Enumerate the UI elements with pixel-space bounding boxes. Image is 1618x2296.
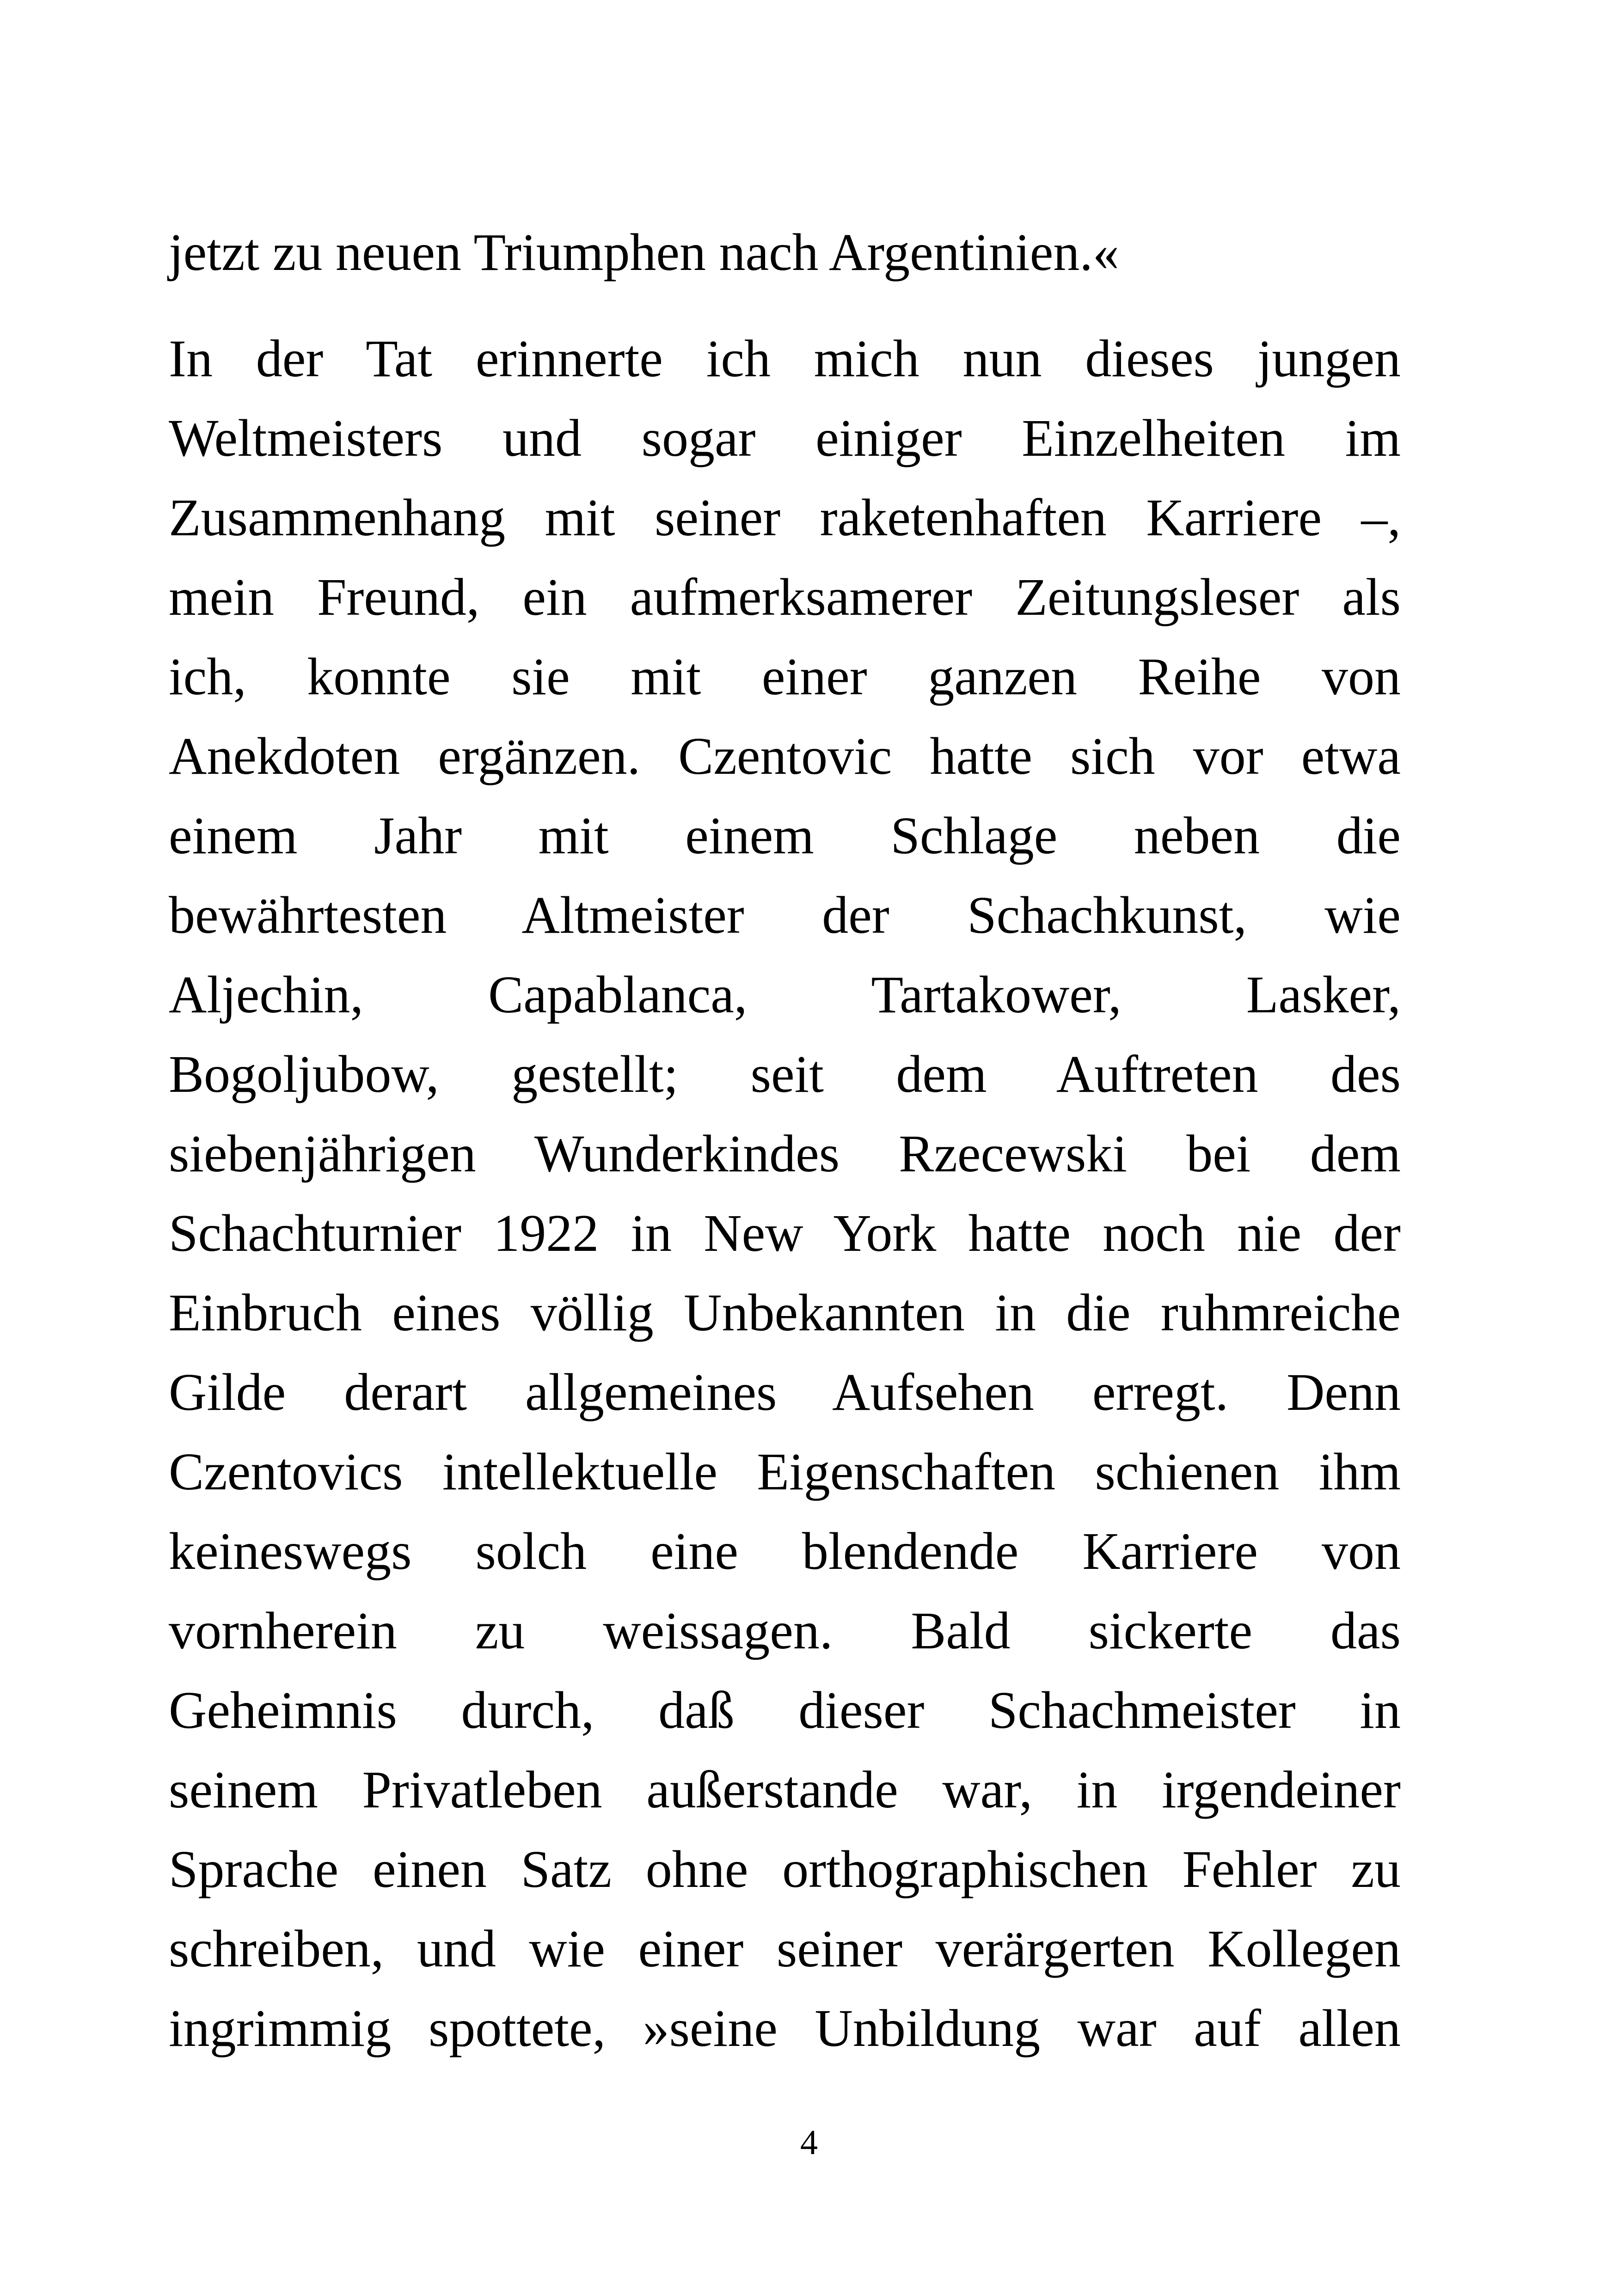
text-line: Schachturnier 1922 in New York hatte noch nie der: [169, 1204, 1401, 1262]
text-line: ingrimmig spottete, »seine Unbildung war auf allen: [169, 1999, 1401, 2057]
text-line: seinem Privatleben außerstande war, in irgendeiner: [169, 1760, 1401, 1819]
text-line: ich, konnte sie mit einer ganzen Reihe von: [169, 647, 1401, 706]
text-line: vornherein zu weissagen. Bald sickerte das: [169, 1601, 1401, 1660]
paragraph: [169, 319, 1401, 2068]
text-line: schreiben, und wie einer seiner verärgerten Kollegen: [169, 1919, 1401, 1978]
text-line: Anekdoten ergänzen. Czentovic hatte sich vor etwa: [169, 727, 1401, 785]
text-line: Gilde derart allgemeines Aufsehen erregt. Denn: [169, 1363, 1401, 1421]
text-line: jetzt zu neuen Triumphen nach Argentinien.«: [169, 223, 1119, 282]
text-line: Bogoljubow, gestellt; seit dem Auftreten des: [169, 1045, 1401, 1103]
text-line: einem Jahr mit einem Schlage neben die: [169, 806, 1401, 865]
text-line: bewährtesten Altmeister der Schachkunst, wie: [169, 886, 1401, 944]
text-line: Aljechin, Capablanca, Tartakower, Lasker,: [169, 965, 1401, 1024]
paragraph-continued: [169, 213, 1401, 292]
text-line: keineswegs solch eine blendende Karriere von: [169, 1522, 1401, 1580]
text-line: Sprache einen Satz ohne orthographischen Fehler zu: [169, 1840, 1401, 1898]
page-number: 4: [800, 2123, 818, 2162]
text-line: Zusammenhang mit seiner raketenhaften Karriere –,: [169, 488, 1401, 547]
text-line: mein Freund, ein aufmerksamerer Zeitungsleser als: [169, 568, 1401, 626]
text-line: Einbruch eines völlig Unbekannten in die ruhmreiche: [169, 1283, 1401, 1342]
text-line: Czentovics intellektuelle Eigenschaften schienen ihm: [169, 1442, 1401, 1501]
text-line: Weltmeisters und sogar einiger Einzelheiten im: [169, 409, 1401, 467]
text-line: In der Tat erinnerte ich mich nun dieses jungen: [169, 329, 1401, 388]
text-line: siebenjährigen Wunderkindes Rzecewski bei dem: [169, 1124, 1401, 1183]
text-line: Geheimnis durch, daß dieser Schachmeister in: [169, 1681, 1401, 1739]
